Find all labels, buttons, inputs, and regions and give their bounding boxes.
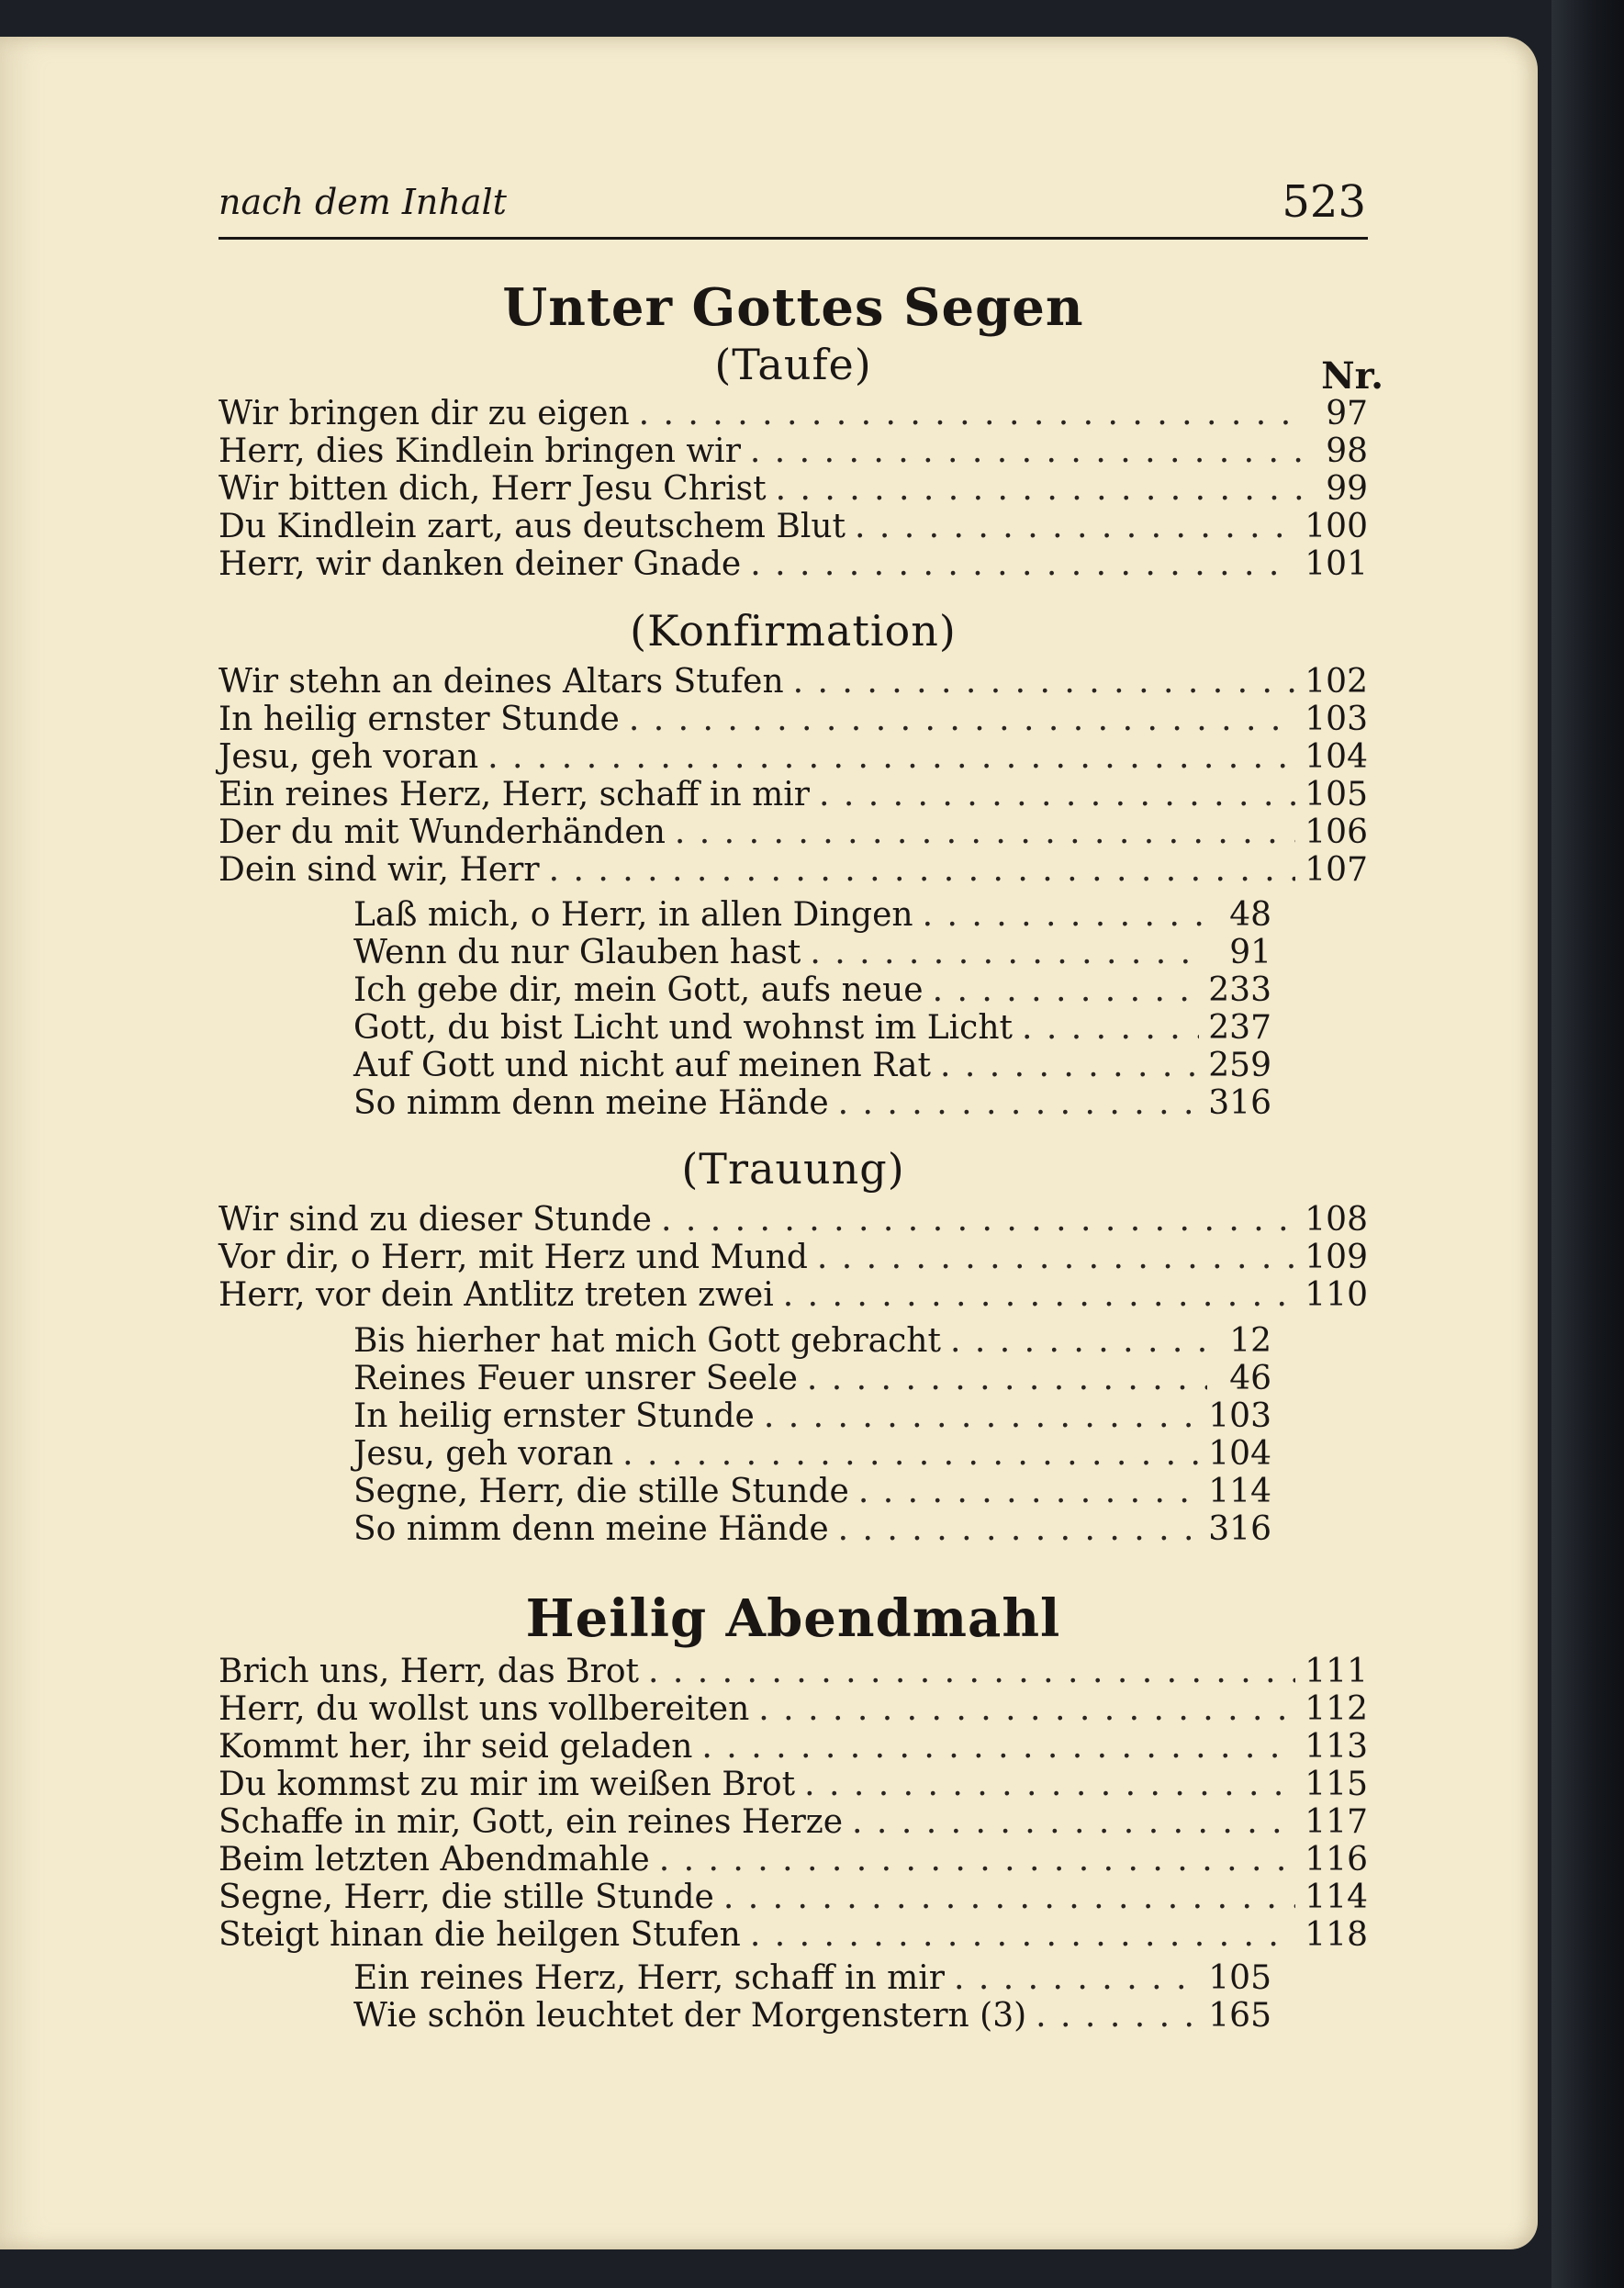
- list-item: Wir stehn an deines Altars Stufen . . . 102: [218, 663, 1368, 701]
- list-item: Jesu, geh voran . . . 104: [353, 1435, 1271, 1473]
- list-item: Herr, du wollst uns vollbereiten . . . 112: [218, 1690, 1368, 1728]
- list-item: Wir sind zu dieser Stunde . . . 108: [218, 1201, 1368, 1239]
- list-item: Ein reines Herz, Herr, schaff in mir . . . 105: [218, 776, 1368, 813]
- list-item: Du kommst zu mir im weißen Brot . . . 115: [218, 1766, 1368, 1803]
- list-item: Auf Gott und nicht auf meinen Rat . . . 259: [353, 1047, 1271, 1084]
- list-item: In heilig ernster Stunde . . . 103: [218, 701, 1368, 738]
- list-item: Kommt her, ihr seid geladen . . . 113: [218, 1728, 1368, 1766]
- list-item: Der du mit Wunderhänden . . . 106: [218, 813, 1368, 851]
- list-item: Bis hierher hat mich Gott gebracht . . . 12: [353, 1322, 1271, 1360]
- list-item: Reines Feuer unsrer Seele . . . 46: [353, 1360, 1271, 1397]
- list-item: Dein sind wir, Herr . . . 107: [218, 851, 1368, 889]
- subsection-title-trauung: (Trauung): [681, 1144, 905, 1194]
- list-item: Herr, wir danken deiner Gnade . . . 101: [218, 545, 1368, 583]
- page-header: [218, 176, 1366, 228]
- list-item: Herr, vor dein Antlitz treten zwei . . . 110: [218, 1276, 1368, 1314]
- list-item: Ich gebe dir, mein Gott, aufs neue . . . 233: [353, 971, 1271, 1009]
- list-item: So nimm denn meine Hände . . . 316: [353, 1510, 1271, 1548]
- list-item: Beim letzten Abendmahle . . . 116: [218, 1841, 1368, 1879]
- list-item: Wie schön leuchtet der Morgenstern (3) . . . 165: [353, 1997, 1271, 2035]
- book-cover-edge: [1551, 0, 1624, 2288]
- subsection-title-konfirmation: (Konfirmation): [630, 606, 957, 656]
- list-item: Wir bitten dich, Herr Jesu Christ . . . 99: [218, 470, 1368, 508]
- section-title-heilig-abendmahl: Heilig Abendmahl: [525, 1588, 1061, 1649]
- list-item: Wenn du nur Glauben hast . . . 91: [353, 934, 1271, 971]
- list-item: Steigt hinan die heilgen Stufen . . . 118: [218, 1916, 1368, 1954]
- running-head: nach dem Inhalt: [218, 182, 507, 222]
- subsection-title-taufe: (Taufe): [714, 340, 872, 389]
- list-item: In heilig ernster Stunde . . . 103: [353, 1397, 1271, 1435]
- list-item: Segne, Herr, die stille Stunde . . . 114: [353, 1473, 1271, 1510]
- list-item: Du Kindlein zart, aus deutschem Blut . . . 100: [218, 508, 1368, 545]
- list-item: Brich uns, Herr, das Brot . . . 111: [218, 1653, 1368, 1690]
- header-rule: [218, 237, 1368, 240]
- list-item: Ein reines Herz, Herr, schaff in mir . . . 105: [353, 1959, 1271, 1997]
- list-item: Wir bringen dir zu eigen . . . 97: [218, 395, 1368, 432]
- list-item: So nimm denn meine Hände . . . 316: [353, 1084, 1271, 1122]
- list-item: Jesu, geh voran . . . 104: [218, 738, 1368, 776]
- list-item: Schaffe in mir, Gott, ein reines Herze . . . 117: [218, 1803, 1368, 1841]
- section-title-unter-gottes-segen: Unter Gottes Segen: [502, 277, 1084, 338]
- list-item: Segne, Herr, die stille Stunde . . . 114: [218, 1879, 1368, 1916]
- list-item: Gott, du bist Licht und wohnst im Licht . . . 237: [353, 1009, 1271, 1047]
- list-item: Laß mich, o Herr, in allen Dingen . . . 48: [353, 896, 1271, 934]
- list-item: Vor dir, o Herr, mit Herz und Mund . . . 109: [218, 1239, 1368, 1276]
- list-item: Herr, dies Kindlein bringen wir . . . 98: [218, 432, 1368, 470]
- nr-column-label: Nr.: [1321, 354, 1383, 398]
- page-number: 523: [1282, 176, 1366, 228]
